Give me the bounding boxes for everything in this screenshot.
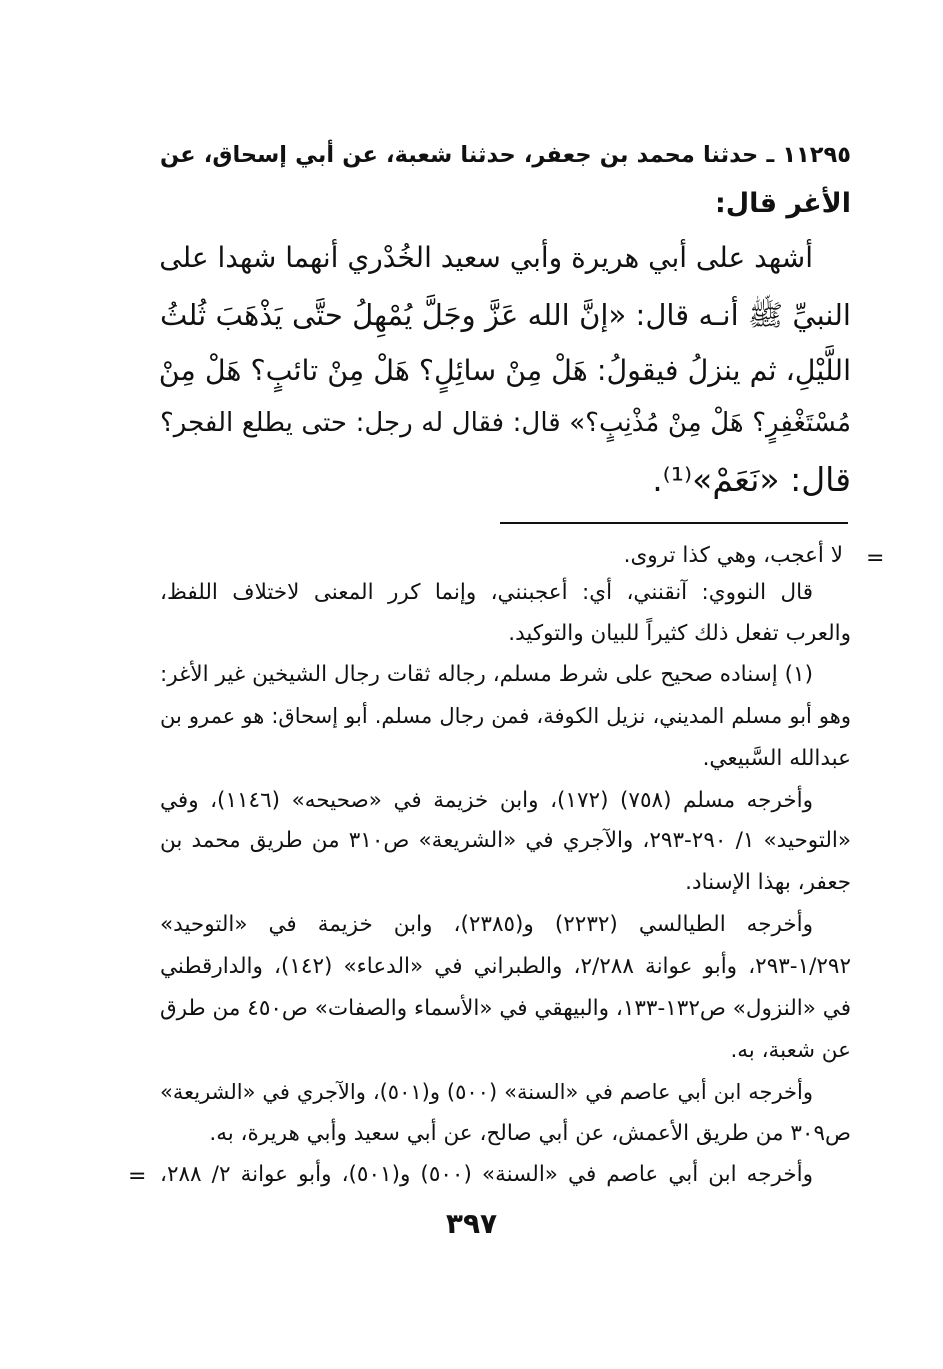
hadith-body-line-5: قال: «نَعَمْ»⁽¹⁾. (652, 460, 851, 499)
hadith-body-line-1: أشهد على أبي هريرة وأبي سعيد الخُدْري أنهما شهدا على (159, 241, 813, 274)
hadith-header-line-2: الأغر قال: (714, 188, 851, 219)
footnote-line: وأخرجه مسلم (٧٥٨) (١٧٢)، وابن خزيمة في «صحيحه» (١١٤٦)، وفي (160, 788, 813, 813)
footnote-line: ١/٢٩٢-٢٩٣، وأبو عوانة ٢/٢٨٨، والطبراني في «الدعاء» (١٤٢)، والدارقطني (160, 954, 851, 979)
footnote-end-mark: = (128, 1164, 147, 1189)
footnote-line: في «النزول» ص١٣٢-١٣٣، والبيهقي في «الأسماء والصفات» ص٤٥٠ من طرق (160, 996, 851, 1021)
hadith-body-line-3: اللَّيْلِ، ثم ينزلُ فيقولُ: هَلْ مِنْ سائِلٍ؟ هَلْ مِنْ تائبٍ؟ هَلْ مِنْ (158, 354, 851, 387)
footnote-line: وأخرجه الطيالسي (٢٢٣٢) و(٢٣٨٥)، وابن خزيمة في «التوحيد» (160, 912, 813, 937)
footnote-line: وهو أبو مسلم المديني، نزيل الكوفة، فمن رجال مسلم. أبو إسحاق: هو عمرو بن (160, 704, 851, 728)
hadith-body-line-4: مُسْتَغْفِرٍ؟ هَلْ مِنْ مُذْنِبٍ؟» قال: فقال له رجل: حتى يطلع الفجر؟ (160, 408, 851, 438)
hadith-body-line-2: النبيِّ ﷺ أنـه قال: «إنَّ الله عَزَّ وجَلَّ يُمْهِلُ حتَّى يَذْهَبَ ثُلثُ (160, 298, 851, 332)
footnote-line: جعفر، بهذا الإسناد. (685, 870, 851, 895)
hadith-header-line-1: ١١٢٩٥ ـ حدثنا محمد بن جعفر، حدثنا شعبة، عن أبي إسحاق، عن (160, 142, 851, 168)
footnote-continuation-mark: = (866, 546, 885, 571)
page-number: ٣٩٧ (445, 1207, 498, 1240)
footnote-line: عن شعبة، به. (730, 1038, 851, 1063)
footnote-separator (500, 522, 848, 524)
footnote-line: ص٣٠٩ من طريق الأعمش، عن أبي صالح، عن أبي سعيد وأبي هريرة، به. (209, 1121, 851, 1146)
footnote-line: قال النووي: آنقنني، أي: أعجبنني، وإنما كرر المعنى لاختلاف اللفظ، (160, 580, 813, 605)
footnote-line: لا أعجب، وهي كذا تروى. (623, 543, 843, 568)
footnote-line: «التوحيد» ١/ ٢٩٠-٢٩٣، والآجري في «الشريعة» ص٣١٠ من طريق محمد بن (160, 828, 852, 853)
footnote-line: والعرب تفعل ذلك كثيراً للبيان والتوكيد. (508, 621, 851, 646)
footnote-line: (١) إسناده صحيح على شرط مسلم، رجاله ثقات رجال الشيخين غير الأغر: (160, 662, 813, 687)
footnote-line: عبدالله السَّبيعي. (702, 746, 851, 771)
footnote-line: وأخرجه ابن أبي عاصم في «السنة» (٥٠٠) و(٥٠١)، وأبو عوانة ٢/ ٢٨٨، (160, 1162, 813, 1187)
footnote-line: وأخرجه ابن أبي عاصم في «السنة» (٥٠٠) و(٥٠١)، والآجري في «الشريعة» (160, 1080, 814, 1104)
